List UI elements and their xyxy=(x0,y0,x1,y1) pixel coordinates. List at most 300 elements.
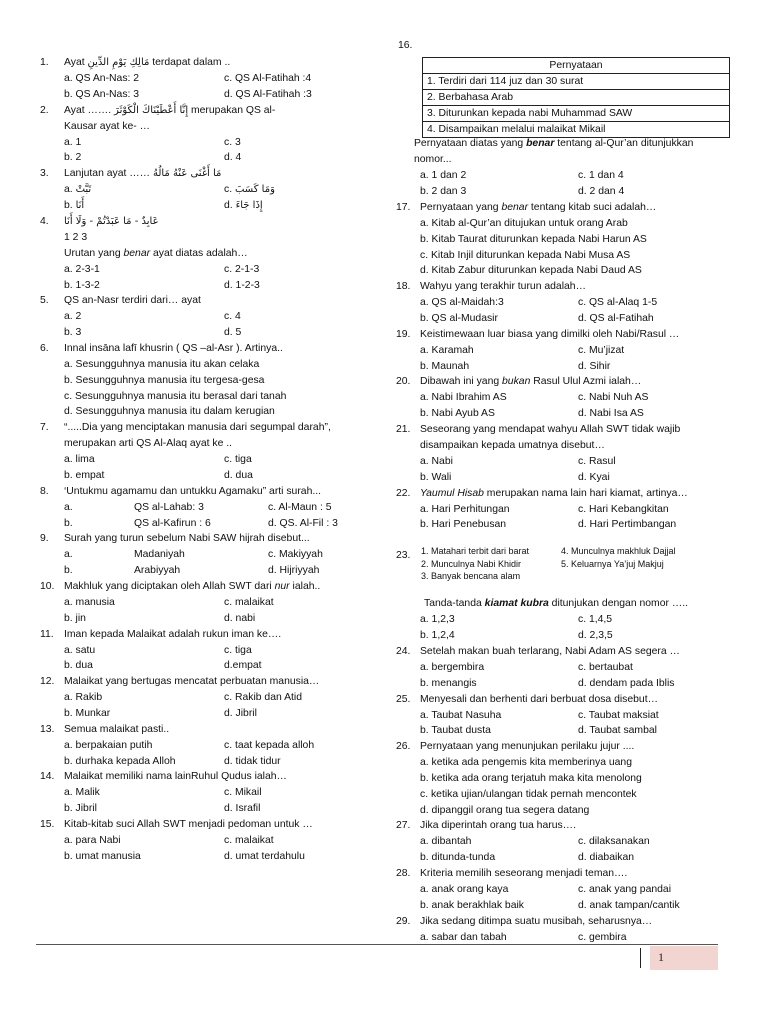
question-number: 26. xyxy=(396,741,411,753)
question-8 xyxy=(40,484,385,532)
option-row xyxy=(40,262,385,278)
question-26 xyxy=(396,739,731,818)
option-row xyxy=(396,850,731,866)
option-row xyxy=(40,373,385,389)
option-row xyxy=(396,216,731,232)
answer-option: a. manusia xyxy=(64,596,115,608)
option-row xyxy=(396,803,731,819)
arabic-text: مَالِكِ يَوْمِ الدِّينِ xyxy=(87,57,150,68)
option-row xyxy=(40,389,385,405)
answer-option: b. 1-3-2 xyxy=(64,279,100,291)
option-row xyxy=(40,135,385,151)
answer-option: b. dua xyxy=(64,660,93,672)
question-text: Kriteria memilih seseorang menjadi teman…. xyxy=(420,867,628,879)
answer-option: b. QS An-Nas: 3 xyxy=(64,88,140,100)
question-line xyxy=(40,436,385,452)
question-7 xyxy=(40,420,385,484)
question-number: 15. xyxy=(40,818,55,830)
option-row xyxy=(40,278,385,294)
answer-option: a. bergembira xyxy=(420,662,485,673)
answer-option: d. 4 xyxy=(224,152,242,164)
answer-option: d.empat xyxy=(224,660,262,672)
arabic-text: أَنَا xyxy=(75,199,85,211)
option-row xyxy=(396,882,731,898)
option-row xyxy=(396,295,731,311)
answer-option: d. QS. Al-Fil : 3 xyxy=(268,517,338,529)
question-text: Makhluk yang diciptakan oleh Allah SWT dari nur ialah.. xyxy=(64,580,321,592)
question-text: “.....Dia yang menciptakan manusia dari segumpal darah”, xyxy=(64,422,331,434)
answer-option: a. 1 xyxy=(64,136,82,148)
question-4 xyxy=(40,214,385,294)
option-row xyxy=(40,325,385,341)
answer-option-letter: b. xyxy=(64,517,73,529)
question-line xyxy=(40,166,385,182)
answer-option: c. 3 xyxy=(224,136,241,148)
answer-option: b. Hari Penebusan xyxy=(420,519,507,531)
question-number: 5. xyxy=(40,295,49,307)
answer-option-letter: a. xyxy=(64,501,73,513)
question-line xyxy=(40,484,385,500)
question-text: QS an-Nasr terdiri dari… ayat xyxy=(64,295,201,307)
answer-option: a. QS An-Nas: 2 xyxy=(64,73,140,84)
question-text: Ayat ……. إِنَّا أَعْطَيْنَاكَ الْكَوْثَرَ merupakan QS al- xyxy=(64,104,276,116)
option-row xyxy=(40,357,385,373)
table-row: 1. Terdiri dari 114 juz dan 30 surat xyxy=(423,74,730,90)
answer-option: c. dilaksanakan xyxy=(578,836,650,848)
answer-option: b. durhaka kepada Alloh xyxy=(64,755,176,767)
question-text: Urutan yang benar ayat diatas adalah… xyxy=(64,247,248,259)
question-1 xyxy=(40,55,385,103)
answer-option: a. anak orang kaya xyxy=(420,883,509,895)
answer-option: b. Munkar xyxy=(64,707,111,719)
left-top-spacer xyxy=(40,0,385,55)
option-row xyxy=(396,930,731,946)
answer-option: b. ditunda-tunda xyxy=(420,852,496,864)
answer-option: c. malaikat xyxy=(224,834,274,846)
question-number: 3. xyxy=(40,168,49,180)
option-row xyxy=(396,343,731,359)
option-row xyxy=(396,723,731,739)
question-line xyxy=(40,230,385,246)
question-line xyxy=(396,422,731,438)
option-row xyxy=(40,754,385,770)
question-number: 6. xyxy=(40,342,49,354)
question-line xyxy=(396,136,731,152)
answer-option: c. 2-1-3 xyxy=(224,263,260,275)
emphasis-text: benar xyxy=(123,247,151,259)
question-text: Yaumul Hisab merupakan nama lain hari kiamat, artinya… xyxy=(420,487,688,499)
question-line xyxy=(40,420,385,436)
answer-option: d. nabi xyxy=(224,612,256,624)
answer-option: c. 1,4,5 xyxy=(578,614,613,625)
footer-separator xyxy=(640,948,641,968)
statement-item: 4. Munculnya makhluk Dajjal xyxy=(561,546,676,556)
answer-option: c. Al-Maun : 5 xyxy=(268,501,332,513)
answer-option: a. satu xyxy=(64,644,96,656)
answer-option: c. Nabi Nuh AS xyxy=(578,392,649,404)
question-line xyxy=(40,103,385,119)
statement-item: 3. Banyak bencana alam xyxy=(421,571,521,581)
question-line xyxy=(40,579,385,595)
answer-option: c. وَمَا كَسَبَ xyxy=(224,184,275,196)
statement-table xyxy=(422,57,730,138)
answer-option: QS al-Kafirun : 6 xyxy=(134,517,211,529)
question-3 xyxy=(40,166,385,214)
answer-option: c. taat kepada alloh xyxy=(224,739,315,751)
question-number: 4. xyxy=(40,215,49,227)
question-text: Semua malaikat pasti.. xyxy=(64,723,170,735)
question-text: Keistimewaan luar biasa yang dimilki oleh Nabi/Rasul … xyxy=(420,328,680,340)
option-row xyxy=(396,168,731,184)
option-row xyxy=(40,182,385,198)
answer-option: d. Kitab Zabur diturunkan kepada Nabi Daud AS xyxy=(420,265,642,277)
question-22 xyxy=(396,486,731,534)
answer-option: a. 2 xyxy=(64,311,82,323)
question-line xyxy=(396,327,731,343)
answer-option: c. Taubat maksiat xyxy=(578,709,659,721)
option-row xyxy=(396,248,731,264)
table-row: 3. Diturunkan kepada nabi Muhammad SAW xyxy=(423,106,730,122)
answer-option: c. 4 xyxy=(224,311,241,323)
answer-option: a. dibantah xyxy=(420,836,472,848)
question-number: 23. xyxy=(396,550,411,561)
question-12 xyxy=(40,674,385,722)
question-number: 14. xyxy=(40,771,55,783)
question-number: 12. xyxy=(40,676,55,688)
question-number: 19. xyxy=(396,328,411,340)
question-27 xyxy=(396,818,731,866)
question-number: 29. xyxy=(396,915,411,927)
answer-option: b. ketika ada orang terjatuh maka kita menolong xyxy=(420,772,642,784)
question-line xyxy=(396,152,731,168)
option-row xyxy=(396,787,731,803)
option-row xyxy=(396,502,731,518)
statement-item: 5. Keluarnya Ya’juj Makjuj xyxy=(561,558,664,569)
option-row xyxy=(40,801,385,817)
option-row xyxy=(40,500,385,516)
option-row xyxy=(40,658,385,674)
question-text: Setelah makan buah terlarang, Nabi Adam AS segera … xyxy=(420,646,680,657)
statement-item: 1. Matahari terbit dari barat xyxy=(421,546,530,556)
answer-option: a. Nabi Ibrahim AS xyxy=(420,392,507,404)
answer-option: b. empat xyxy=(64,469,105,481)
answer-option: a. 1 dan 2 xyxy=(420,170,467,181)
left-column xyxy=(40,0,385,865)
right-questions-17-22 xyxy=(396,200,731,533)
answer-option-letter: a. xyxy=(64,549,73,561)
option-row xyxy=(396,263,731,279)
question-number: 18. xyxy=(396,281,411,293)
question-text: Wahyu yang terakhir turun adalah… xyxy=(420,281,586,293)
option-row xyxy=(40,643,385,659)
question-line xyxy=(396,438,731,454)
answer-option: b. Taubat dusta xyxy=(420,725,491,737)
option-row xyxy=(40,468,385,484)
option-row xyxy=(396,232,731,248)
question-text: Pernyataan yang menunjukan perilaku jujur .... xyxy=(420,741,635,753)
question-number: 2. xyxy=(40,104,49,116)
question-text: nomor... xyxy=(414,154,452,165)
answer-option: b. 3 xyxy=(64,327,82,339)
emphasis-text: benar xyxy=(501,202,529,213)
question-2 xyxy=(40,103,385,167)
question-16-body xyxy=(396,136,731,200)
question-text: 1 2 3 xyxy=(64,231,88,243)
option-row xyxy=(396,660,731,676)
option-row xyxy=(40,690,385,706)
question-text: Malaikat memiliki nama lainRuhul Qudus ialah… xyxy=(64,771,287,783)
option-row xyxy=(40,516,385,532)
answer-option: a. Karamah xyxy=(420,344,474,356)
answer-option: d. Hijriyyah xyxy=(268,565,320,577)
emphasis-text: Yaumul Hisab xyxy=(420,487,484,499)
arabic-text: وَمَا كَسَبَ xyxy=(234,184,275,196)
option-row xyxy=(396,771,731,787)
question-text xyxy=(64,214,159,230)
emphasis-text: benar xyxy=(526,138,555,149)
option-row xyxy=(396,755,731,771)
statement-list-row xyxy=(396,570,731,583)
question-25 xyxy=(396,692,731,740)
question-15 xyxy=(40,817,385,865)
question-line xyxy=(40,722,385,738)
option-row xyxy=(396,898,731,914)
answer-option: b. jin xyxy=(64,612,86,624)
question-number: 1. xyxy=(40,57,49,68)
question-text: Ayat مَالِكِ يَوْمِ الدِّينِ terdapat dalam .. xyxy=(64,57,231,68)
question-line xyxy=(40,674,385,690)
answer-option: b. Maunah xyxy=(420,360,470,372)
option-row xyxy=(40,563,385,579)
option-row xyxy=(396,470,731,486)
question-text: Jika sedang ditimpa suatu musibah, seharusnya… xyxy=(420,915,653,927)
arabic-text: تَبَّتْ xyxy=(75,184,92,196)
question-line xyxy=(396,914,731,930)
question-number: 10. xyxy=(40,580,55,592)
answer-option: a. Sesungguhnya manusia itu akan celaka xyxy=(64,358,260,370)
question-13 xyxy=(40,722,385,770)
question-line xyxy=(40,293,385,309)
answer-option: c. tiga xyxy=(224,454,252,466)
answer-option: d. 2,3,5 xyxy=(578,629,613,641)
option-row xyxy=(396,834,731,850)
answer-option: a. berpakaian putih xyxy=(64,739,153,751)
question-text: Jika diperintah orang tua harus…. xyxy=(420,820,576,832)
answer-option: a. sabar dan tabah xyxy=(420,931,507,943)
question-line xyxy=(396,644,731,660)
answer-option: a. QS al-Maidah:3 xyxy=(420,297,504,309)
question-9 xyxy=(40,531,385,579)
answer-option: a. 2-3-1 xyxy=(64,263,100,275)
question-line xyxy=(40,119,385,135)
question-19 xyxy=(396,327,731,375)
option-row xyxy=(396,612,731,628)
answer-option: Arabiyyah xyxy=(134,565,181,577)
question-line xyxy=(396,596,731,612)
answer-option-letter: b. xyxy=(64,565,73,577)
answer-option: c. malaikat xyxy=(224,596,274,608)
answer-option: b. Sesungguhnya manusia itu tergesa-gesa xyxy=(64,374,265,386)
answer-option: a. Taubat Nasuha xyxy=(420,709,502,721)
question-line xyxy=(396,486,731,502)
question-11 xyxy=(40,627,385,675)
answer-option: b. 1,2,4 xyxy=(420,629,455,641)
question-text: merupakan arti QS Al-Alaq ayat ke .. xyxy=(64,438,233,450)
answer-option: c. Rasul xyxy=(578,455,616,467)
option-row xyxy=(396,454,731,470)
question-24 xyxy=(396,644,731,692)
answer-option: QS al-Lahab: 3 xyxy=(134,501,204,513)
question-6 xyxy=(40,341,385,420)
question-line xyxy=(40,341,385,357)
statement-list-row xyxy=(396,545,731,558)
answer-option: c. QS Al-Fatihah :4 xyxy=(224,73,312,84)
answer-option: d. QS al-Fatihah xyxy=(578,312,654,324)
answer-option: a. ketika ada pengemis kita memberinya uang xyxy=(420,757,632,769)
question-line xyxy=(396,818,731,834)
option-row xyxy=(40,87,385,103)
option-row xyxy=(396,406,731,422)
question-line xyxy=(396,200,731,216)
question-18 xyxy=(396,279,731,327)
answer-option: d. umat terdahulu xyxy=(224,850,305,862)
question-line xyxy=(396,374,731,390)
option-row xyxy=(40,785,385,801)
answer-option: c. Mikail xyxy=(224,787,262,799)
answer-option: b. Nabi Ayub AS xyxy=(420,408,495,420)
question-number: 27. xyxy=(396,820,411,832)
question-text: disampaikan kepada umatnya disebut… xyxy=(420,439,605,451)
question-14 xyxy=(40,769,385,817)
table-header: Pernyataan xyxy=(423,58,730,74)
question-number: 28. xyxy=(396,867,411,879)
question-number: 17. xyxy=(396,202,411,213)
emphasis-text: nur xyxy=(274,580,290,592)
answer-option: c. Kitab Injil diturunkan kepada Nabi Musa AS xyxy=(420,249,631,261)
answer-option: b. umat manusia xyxy=(64,850,141,862)
answer-option: b. anak berakhlak baik xyxy=(420,899,524,911)
question-17 xyxy=(396,200,731,279)
answer-option: a. lima xyxy=(64,454,95,466)
option-row xyxy=(40,198,385,214)
option-row xyxy=(40,452,385,468)
question-21 xyxy=(396,422,731,486)
question-text: Lanjutan ayat …… مَا أَغْنَى عَنْهُ مَالُهُ xyxy=(64,168,222,180)
answer-option: d. dipanggil orang tua segera datang xyxy=(420,804,590,816)
option-row xyxy=(40,404,385,420)
question-line xyxy=(396,279,731,295)
question-23-body xyxy=(396,596,731,644)
question-text: Pernyataan yang benar tentang kitab suci adalah… xyxy=(420,202,657,213)
question-text: Innal insāna lafī khusrin ( QS –al-Asr ). Artinya.. xyxy=(64,342,283,354)
question-number: 9. xyxy=(40,533,49,545)
question-number: 25. xyxy=(396,693,411,705)
answer-option: c. Hari Kebangkitan xyxy=(578,503,669,515)
answer-option: b. QS al-Mudasir xyxy=(420,312,498,324)
answer-option: d. Jibril xyxy=(224,707,257,719)
question-number: 8. xyxy=(40,485,49,497)
answer-option: d. QS Al-Fatihah :3 xyxy=(224,88,312,100)
option-row xyxy=(40,150,385,166)
page-number: 1 xyxy=(658,950,664,964)
question-text: Kausar ayat ke- … xyxy=(64,120,151,132)
question-text: Dibawah ini yang bukan Rasul Ulul Azmi ialah… xyxy=(420,376,642,388)
question-line xyxy=(40,627,385,643)
option-row xyxy=(40,738,385,754)
question-20 xyxy=(396,374,731,422)
answer-option: a. تَبَّتْ xyxy=(64,184,92,196)
answer-option: c. QS al-Alaq 1-5 xyxy=(578,297,658,309)
answer-option: d. dua xyxy=(224,469,253,481)
answer-option: b. Jibril xyxy=(64,803,97,815)
question-number: 7. xyxy=(40,422,49,434)
question-line xyxy=(40,246,385,262)
answer-option: b. Kitab Taurat diturunkan kepada Nabi Harun AS xyxy=(420,233,647,245)
statement-list-row xyxy=(396,558,731,571)
option-row xyxy=(40,547,385,563)
question-text: Kitab-kitab suci Allah SWT menjadi pedoman untuk … xyxy=(64,818,313,830)
answer-option: d. tidak tidur xyxy=(224,755,281,767)
question-23 xyxy=(396,545,731,583)
question-number: 11. xyxy=(40,628,54,640)
question-5 xyxy=(40,293,385,341)
option-row xyxy=(396,517,731,533)
answer-option: d. 5 xyxy=(224,327,242,339)
question-text: Tanda-tanda kiamat kubra ditunjukan dengan nomor ….. xyxy=(424,598,688,609)
answer-option: c. Makiyyah xyxy=(268,549,323,561)
question-line xyxy=(396,739,731,755)
question-text: Iman kepada Malaikat adalah rukun iman ke…. xyxy=(64,628,282,640)
answer-option: a. Kitab al-Qur’an ditujukan untuk orang Arab xyxy=(420,218,628,229)
answer-option: c. 1 dan 4 xyxy=(578,170,624,181)
arabic-text: إِذَا جَاءَ xyxy=(235,199,263,211)
question-line xyxy=(40,214,385,230)
question-number: 24. xyxy=(396,646,411,657)
question-number: 21. xyxy=(396,423,411,435)
question-29 xyxy=(396,914,731,946)
emphasis-text: bukan xyxy=(502,376,531,388)
answer-option: d. anak tampan/cantik xyxy=(578,899,680,911)
question-line xyxy=(40,817,385,833)
answer-option: c. tiga xyxy=(224,644,252,656)
answer-option: d. Nabi Isa AS xyxy=(578,408,644,420)
answer-option: a. Rakib xyxy=(64,692,103,704)
question-text: Menyesali dan berhenti dari berbuat dosa disebut… xyxy=(420,693,658,705)
option-row xyxy=(396,676,731,692)
answer-option: d. Sesungguhnya manusia itu dalam kerugian xyxy=(64,406,275,418)
answer-option: d. Israfil xyxy=(224,803,261,815)
answer-option: b. menangis xyxy=(420,677,477,689)
question-line xyxy=(40,531,385,547)
answer-option: c. Rakib dan Atid xyxy=(224,692,302,704)
page-number-box xyxy=(650,946,718,970)
answer-option: d. Hari Pertimbangan xyxy=(578,519,677,531)
statement-item: 2. Munculnya Nabi Khidir xyxy=(421,558,522,569)
option-row xyxy=(396,390,731,406)
answer-option: c. Sesungguhnya manusia itu berasal dari tanah xyxy=(64,390,287,402)
answer-option: c. Mu’jizat xyxy=(578,344,625,356)
option-row xyxy=(40,595,385,611)
option-row xyxy=(396,184,731,200)
answer-option: d. Kyai xyxy=(578,471,610,483)
answer-option: c. gembira xyxy=(578,931,627,943)
answer-option: b. Wali xyxy=(420,471,452,483)
answer-option: a. para Nabi xyxy=(64,834,121,846)
answer-option: a. Nabi xyxy=(420,455,453,467)
question-number: 20. xyxy=(396,376,411,388)
arabic-text: عَابِدٌ - مَا عَبَدْتُمْ - وَلَا أَنَا xyxy=(64,215,159,227)
answer-option: d. Sihir xyxy=(578,360,611,372)
